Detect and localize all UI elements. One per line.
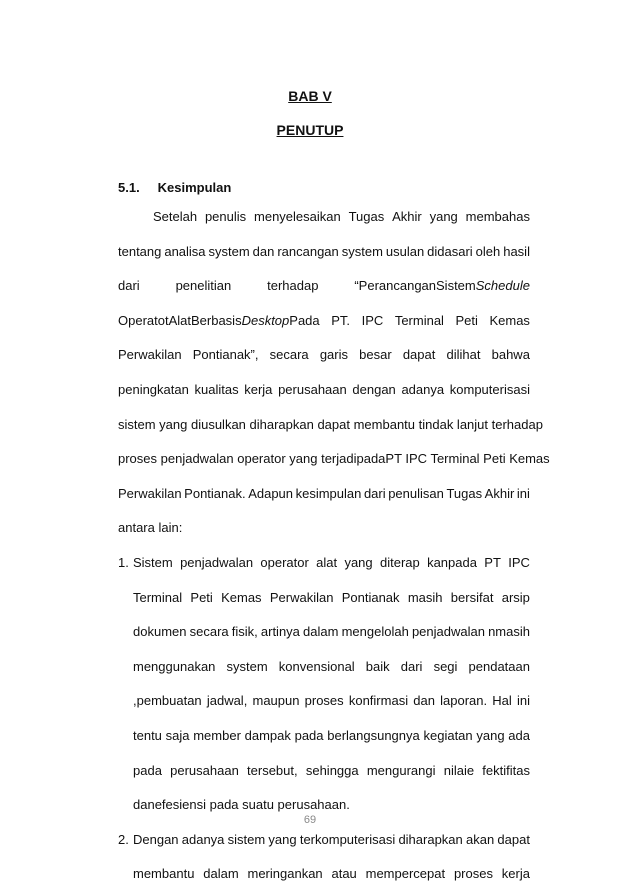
word: yang xyxy=(476,728,505,743)
word: system xyxy=(341,243,383,259)
word: Setelah xyxy=(153,209,198,224)
word: PT xyxy=(484,555,501,570)
word: penjadwalan xyxy=(180,555,254,570)
word: didasari xyxy=(427,243,473,259)
word: membantu xyxy=(133,866,195,881)
section-title: Kesimpulan xyxy=(157,180,232,195)
word: “PerancanganSistemSchedule xyxy=(354,278,530,294)
word: alat xyxy=(316,555,338,570)
word: oleh xyxy=(475,243,501,259)
paragraph-line xyxy=(118,416,543,432)
paragraph-line xyxy=(118,382,530,397)
list-item-line xyxy=(133,866,530,881)
word: dalam xyxy=(203,866,239,881)
word: ,pembuatan xyxy=(133,693,202,709)
paragraph-line xyxy=(118,451,550,467)
word: Adapun xyxy=(248,485,294,501)
list-item-line xyxy=(133,693,530,708)
word: jadwal, xyxy=(206,693,248,709)
word: yang xyxy=(429,209,458,224)
word: proses penjadwalan operator yang terjadipadaPT IPC Terminal Peti Kemas xyxy=(118,451,550,467)
word: adanya xyxy=(181,831,225,847)
word: akan xyxy=(465,831,495,847)
word: hasil xyxy=(503,243,530,259)
list-marker: 1. xyxy=(118,555,129,570)
word: system xyxy=(226,658,268,674)
word: system xyxy=(208,243,250,259)
word: terhadap xyxy=(267,278,319,294)
word: artinya xyxy=(260,624,300,640)
word: menyelesaikan xyxy=(254,209,341,224)
word: Tugas xyxy=(446,485,483,501)
list-item-line xyxy=(133,555,530,570)
word: OperatotAlatBerbasisDesktopPada xyxy=(118,312,320,328)
word: masih xyxy=(407,589,443,605)
word: perusahaan xyxy=(278,382,347,397)
word: Perwakilan xyxy=(118,485,182,501)
list-item-line xyxy=(133,624,530,639)
list-item-line xyxy=(133,659,530,674)
word: besar xyxy=(359,347,392,363)
word: Pontianak xyxy=(341,589,400,605)
word: dapat xyxy=(402,347,436,363)
word: dampak xyxy=(244,728,291,743)
word: sistem xyxy=(227,831,266,847)
word: Peti xyxy=(455,312,478,328)
word: Tugas xyxy=(348,209,385,224)
word: operator xyxy=(260,555,309,570)
word: kegiatan xyxy=(423,728,473,743)
word: konfirmasi xyxy=(348,693,409,709)
word: meringankan xyxy=(247,866,323,881)
list-item-line xyxy=(133,797,530,812)
word: mengelolah xyxy=(341,624,409,640)
word: dokumen xyxy=(133,624,187,640)
word: baik xyxy=(365,658,390,674)
word: Peti xyxy=(190,589,213,605)
section-number: 5.1. xyxy=(118,180,140,195)
word: danefesiensi pada suatu perusahaan. xyxy=(133,797,350,813)
word: Sistem xyxy=(133,555,173,570)
word: tentang xyxy=(118,243,162,259)
page-number: 69 xyxy=(303,814,317,826)
word: Terminal xyxy=(133,589,183,605)
word: usulan xyxy=(385,243,425,259)
word: menggunakan xyxy=(133,658,216,674)
word: mengurangi xyxy=(366,762,436,778)
word: penulis xyxy=(204,209,247,224)
word: fisik, xyxy=(231,624,258,640)
word: fektifitas xyxy=(482,762,530,778)
word: Pontianak”, xyxy=(192,347,259,363)
word: berlangsungnya xyxy=(327,728,420,743)
word: Kemas xyxy=(489,312,530,328)
word: yang xyxy=(268,831,297,847)
word: antara lain: xyxy=(118,520,183,536)
chapter-subtitle: PENUTUP xyxy=(276,122,344,138)
word: terkomputerisasi xyxy=(299,831,396,847)
word: konvensional xyxy=(278,658,355,674)
word: segi xyxy=(433,658,458,674)
word: Pontianak. xyxy=(184,485,246,501)
word: kerja xyxy=(501,866,530,881)
paragraph-line xyxy=(118,347,530,362)
word: laporan. xyxy=(440,693,488,709)
list-marker: 2. xyxy=(118,831,129,847)
word: dari xyxy=(118,278,140,294)
list-item-line xyxy=(133,763,530,778)
paragraph-line xyxy=(118,520,530,535)
word: diterap xyxy=(379,555,420,570)
paragraph-line xyxy=(118,486,530,501)
word: saja xyxy=(165,728,190,743)
word: Dengan xyxy=(133,831,179,847)
word: penulisan xyxy=(388,485,444,501)
word: ini xyxy=(516,693,530,709)
list-item-line xyxy=(133,728,530,743)
word: dapat xyxy=(497,831,530,847)
word: pendataan xyxy=(468,658,530,674)
word: tersebut, xyxy=(247,762,298,778)
word: kanpada xyxy=(427,555,477,570)
chapter-title: BAB V xyxy=(288,88,332,104)
word: proses xyxy=(453,866,493,881)
word: komputerisasi xyxy=(449,382,530,397)
word: proses xyxy=(304,693,344,709)
word: penjadwalan xyxy=(411,624,485,640)
paragraph-line xyxy=(118,278,530,293)
word: IPC xyxy=(508,555,530,570)
word: perusahaan xyxy=(170,762,239,778)
word: dan xyxy=(252,243,275,259)
word: Perwakilan xyxy=(118,347,182,363)
word: mempercepat xyxy=(365,866,446,881)
word: Perwakilan xyxy=(269,589,334,605)
word: Terminal xyxy=(394,312,444,328)
list-item-line xyxy=(133,832,530,847)
section-heading xyxy=(118,180,231,195)
word: secara xyxy=(269,347,309,363)
word: dengan xyxy=(352,382,396,397)
word: maupun xyxy=(252,693,300,709)
word: bahwa xyxy=(491,347,530,363)
word: adanya xyxy=(401,382,445,397)
word: peningkatan xyxy=(118,382,189,397)
word: penelitian xyxy=(175,278,232,294)
word: nilaie xyxy=(443,762,475,778)
word: atau xyxy=(331,866,357,881)
word: kesimpulan xyxy=(295,485,362,501)
word: nmasih xyxy=(488,624,530,640)
word: ada xyxy=(508,728,530,743)
word: sehingga xyxy=(305,762,359,778)
word: IPC xyxy=(361,312,384,328)
word: dari xyxy=(363,485,386,501)
list-item-line xyxy=(133,590,530,605)
paragraph-line xyxy=(118,244,530,259)
word: sistem yang diusulkan diharapkan dapat membantu tindak lanjut terhadap xyxy=(118,416,543,432)
word: tentu xyxy=(133,728,162,743)
word: Akhir xyxy=(484,485,515,501)
word: garis xyxy=(319,347,348,363)
word: kualitas xyxy=(194,382,239,397)
word: arsip xyxy=(501,589,530,605)
word: kerja xyxy=(244,382,273,397)
paragraph-line xyxy=(153,209,530,224)
paragraph-line xyxy=(118,313,530,328)
word: dari xyxy=(400,658,423,674)
word: secara xyxy=(189,624,229,640)
word: diharapkan xyxy=(398,831,463,847)
word: pada xyxy=(133,762,162,778)
word: pada xyxy=(294,728,324,743)
word: ini xyxy=(516,485,530,501)
word: yang xyxy=(344,555,373,570)
word: bersifat xyxy=(450,589,494,605)
word: Kemas xyxy=(221,589,262,605)
word: PT. xyxy=(331,312,351,328)
word: membahas xyxy=(465,209,530,224)
word: Hal xyxy=(492,693,512,709)
word: dalam xyxy=(303,624,339,640)
word: analisa xyxy=(164,243,206,259)
word: dilihat xyxy=(446,347,481,363)
word: rancangan xyxy=(277,243,339,259)
word: member xyxy=(193,728,241,743)
word: Akhir xyxy=(392,209,422,224)
word: dan xyxy=(413,693,435,709)
